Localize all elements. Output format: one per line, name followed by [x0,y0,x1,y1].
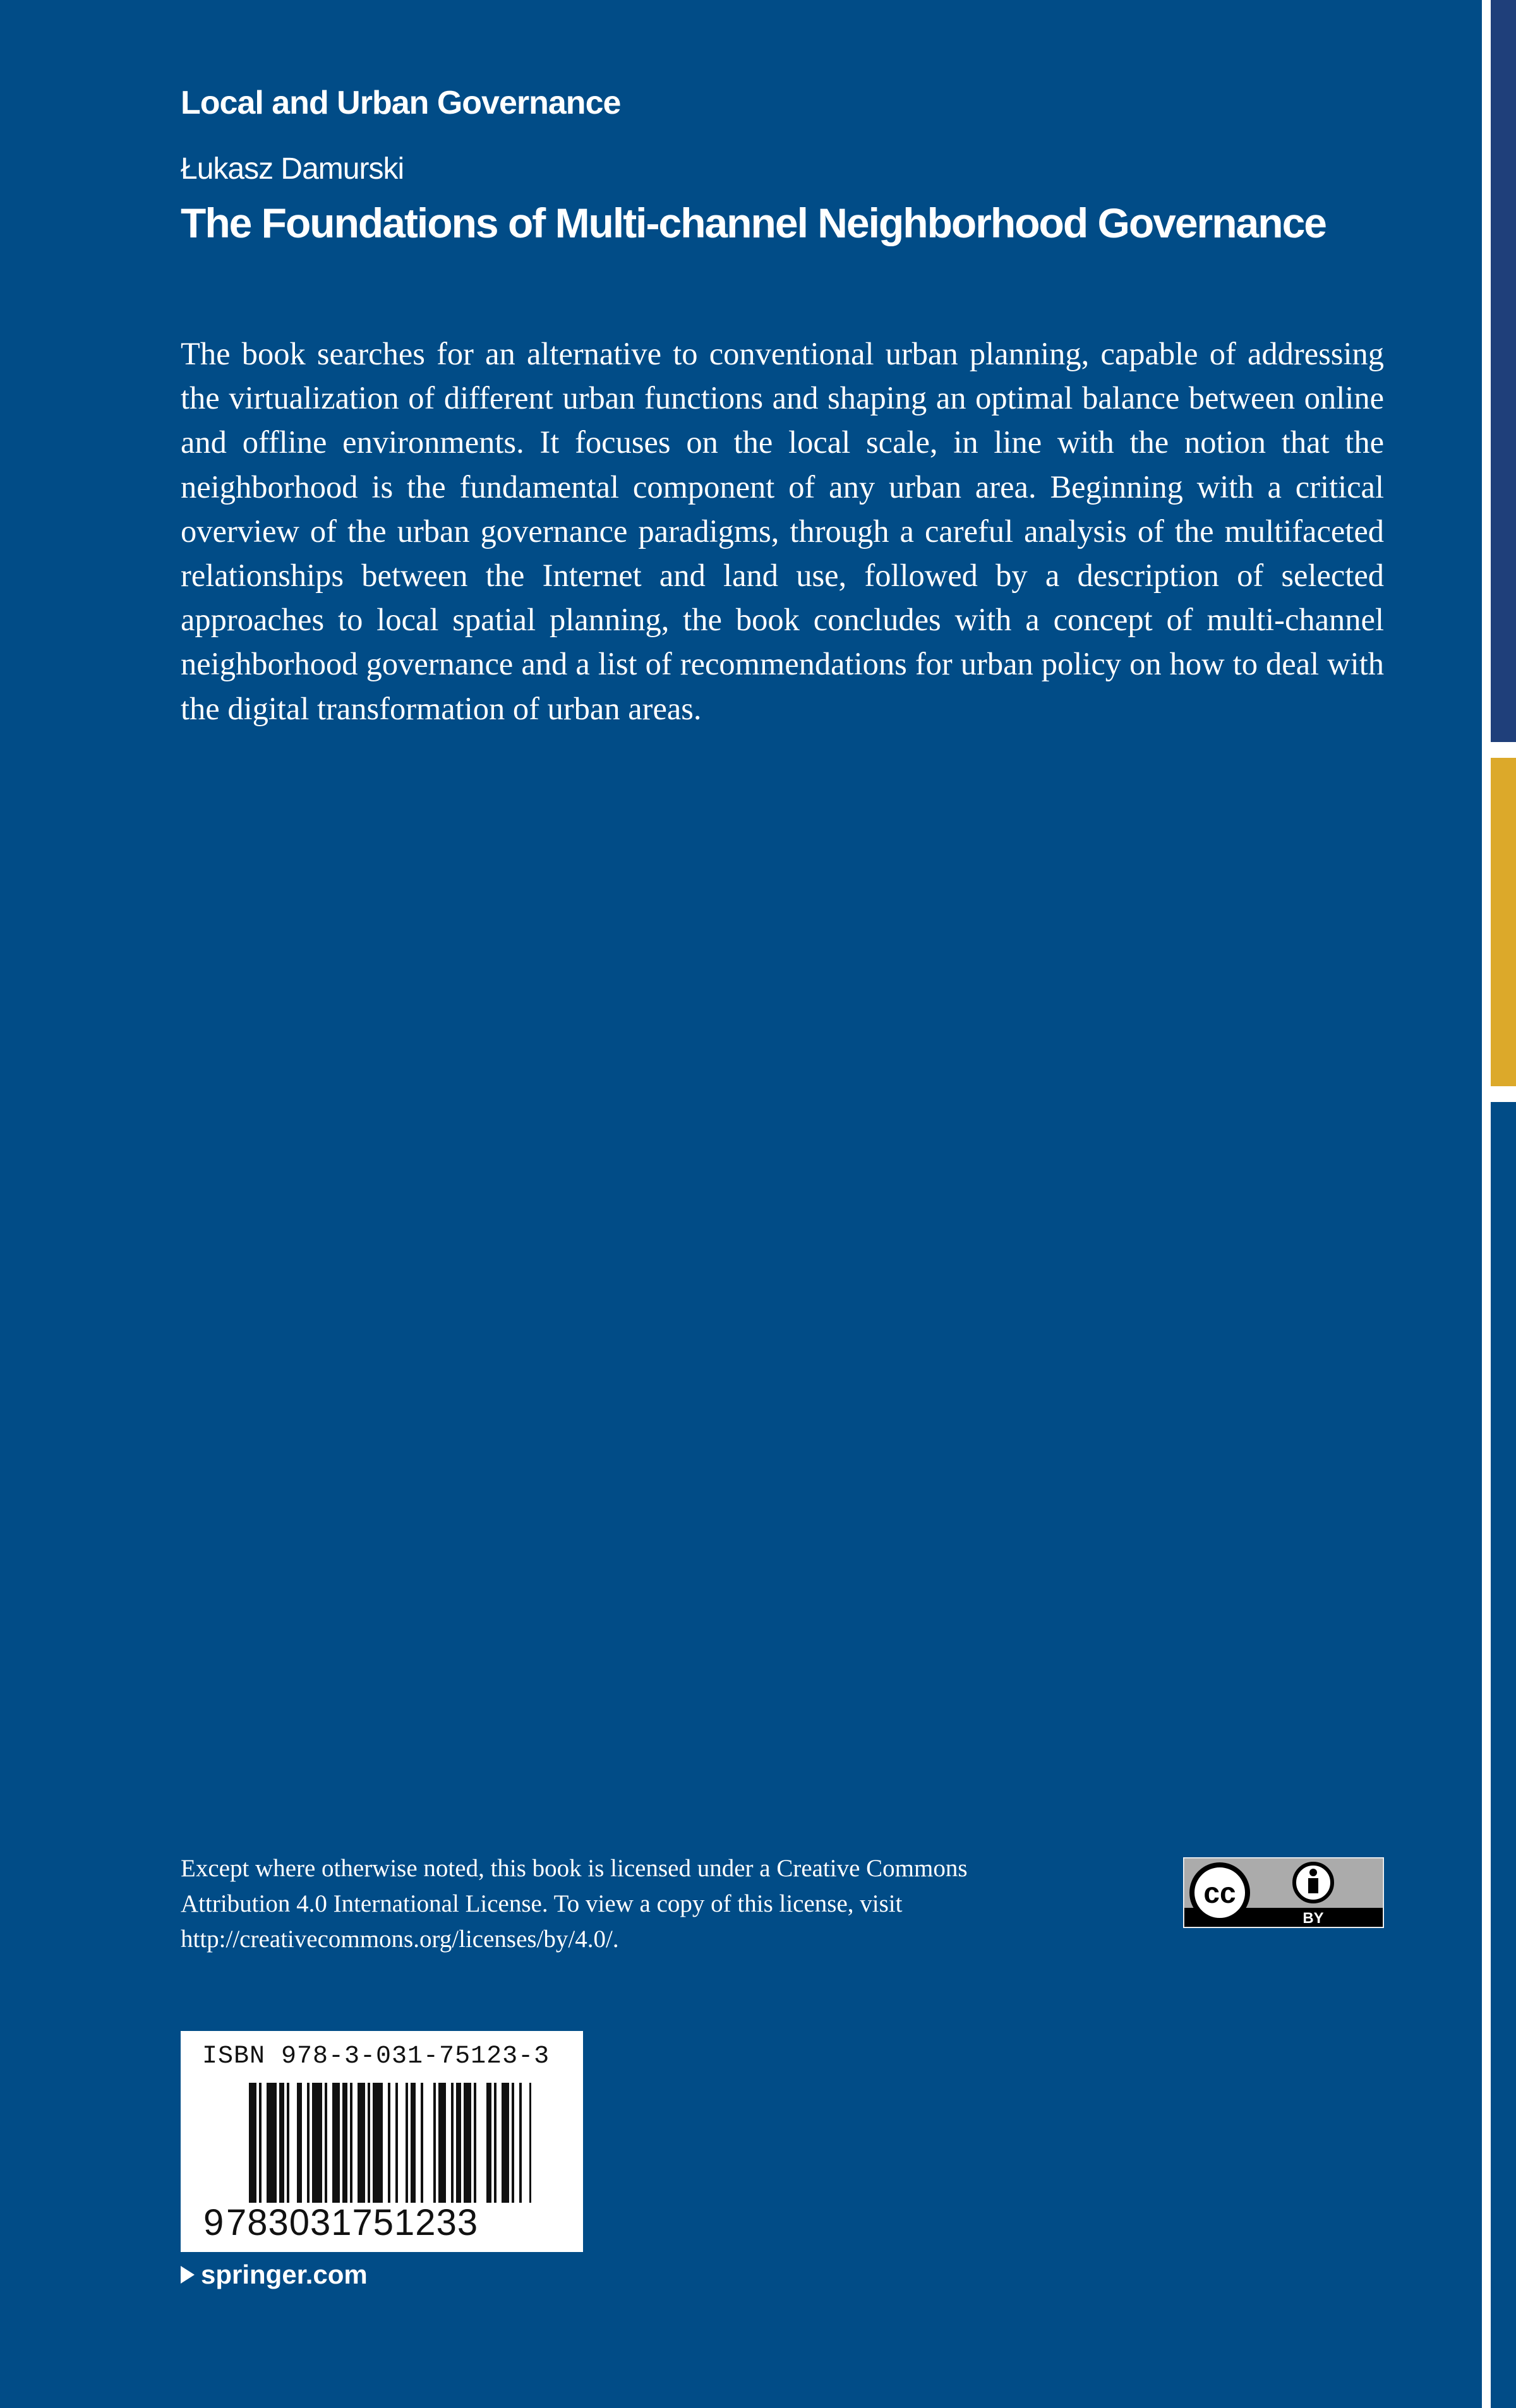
isbn-label: ISBN 978-3-031-75123-3 [202,2042,550,2071]
book-title: The Foundations of Multi-channel Neighborhood Governance [181,200,1326,246]
svg-text:cc: cc [1203,1876,1236,1909]
spine-band-navy [1491,0,1516,742]
series-name: Local and Urban Governance [181,85,621,121]
barcode-first-digit: 9 [203,2202,224,2243]
license-notice: Except where otherwise noted, this book is licensed under a Creative Commons Attribution 4.0 International License. To view a copy of this license, visit http://creativecommons.org/licenses/by/4.0/. [181,1855,968,1953]
spine-band-gold [1491,758,1516,1086]
publisher-link[interactable] [181,2260,368,2290]
author-name: Łukasz Damurski [181,152,404,186]
publisher-link-label: springer.com [201,2260,368,2289]
creative-commons-by-icon [1183,1857,1384,1928]
play-triangle-icon [181,2266,195,2284]
cc-badge-label: BY [1302,1910,1324,1927]
spine-band-blue [1491,1102,1516,2408]
book-description: The book searches for an alternative to conventional urban planning, capable of addressing the virtualization of different urban functions and shaping an optimal balance between online and offline environments. It focuses on the local scale, in line with the notion that the neighborhood is the fundamental component of any urban area. Beginning with a critical overview of the urban governance paradigms, through a careful analysis of the multifaceted relationships between the Internet and land use, followed by a description of selected approaches to local spatial planning, the book concludes with a concept of multi-channel neighborhood governance and a list of recommendations for urban policy on how to deal with the digital transformation of urban areas. [181,336,1384,726]
isbn-barcode-box [181,2031,583,2252]
barcode-digits: 783031751233 [226,2202,479,2243]
spine-strip [1482,0,1516,2408]
